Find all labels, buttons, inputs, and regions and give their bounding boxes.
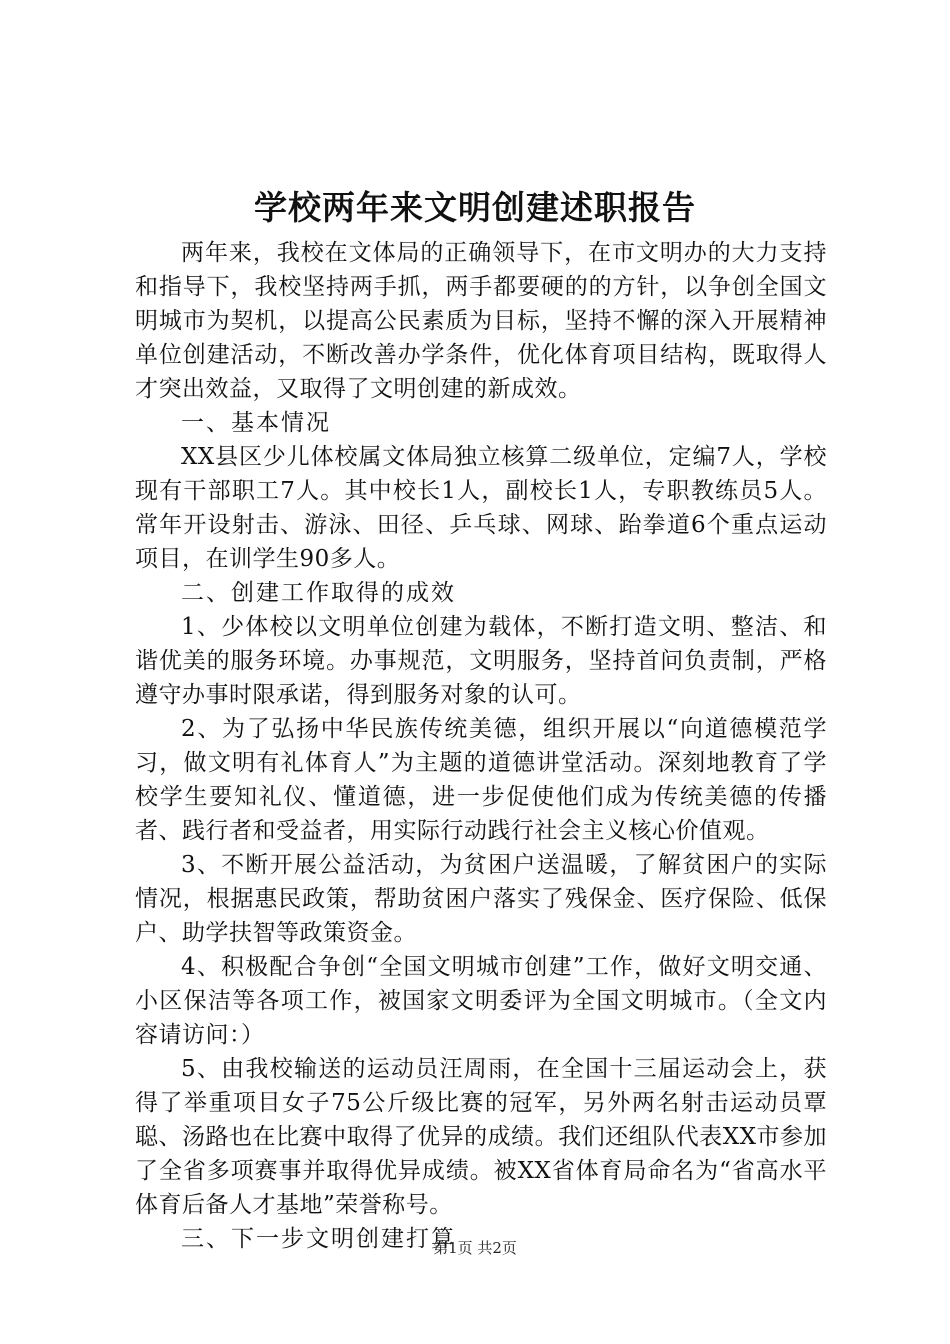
paragraph-achievement-3: 3、不断开展公益活动，为贫困户送温暖，了解贫困户的实际情况，根据惠民政策，帮助贫困户落实了残保金、医疗保险、低保户、助学扶智等政策资金。 (135, 852, 827, 946)
paragraph-achievement-1: 1、少体校以文明单位创建为载体，不断打造文明、整洁、和谐优美的服务环境。办事规范，文明服务，坚持首问负责制，严格遵守办事时限承诺，得到服务对象的认可。 (135, 614, 827, 708)
paragraph-achievement-4: 4、积极配合争创“全国文明城市创建”工作，做好文明交通、小区保洁等各项工作，被国家文明委评为全国文明城市。（全文内容请访问：） (135, 954, 827, 1048)
section-heading-basic-info: 一、基本情况 (181, 410, 331, 436)
section-heading-next-steps: 三、下一步文明创建打算 (181, 1226, 456, 1252)
document-body (135, 236, 827, 1256)
paragraph-achievement-2: 2、为了弘扬中华民族传统美德，组织开展以“向道德模范学习，做文明有礼体育人”为主题的道德讲堂活动。深刻地教育了学校学生要知礼仪、懂道德，进一步促使他们成为传统美德的传播者、践行者和受益者，用实际行动践行社会主义核心价值观。 (135, 716, 827, 844)
paragraph-achievement-5: 5、由我校输送的运动员汪周雨，在全国十三届运动会上，获得了举重项目女子75公斤级比赛的冠军，另外两名射击运动员覃聪、汤路也在比赛中取得了优异的成绩。我们还组队代表XX市参加了全省多项赛事并取得优异成绩。被XX省体育局命名为“省高水平体育后备人才基地”荣誉称号。 (135, 1056, 827, 1218)
document-title: 学校两年来文明创建述职报告 (254, 188, 696, 227)
section-heading-achievements: 二、创建工作取得的成效 (181, 580, 456, 606)
paragraph-intro: 两年来，我校在文体局的正确领导下，在市文明办的大力支持和指导下，我校坚持两手抓，两手都要硬的的方针，以争创全国文明城市为契机，以提高公民素质为目标，坚持不懈的深入开展精神单位创建活动，不断改善办学条件，优化体育项目结构，既取得人才突出效益，又取得了文明创建的新成效。 (135, 240, 827, 402)
page-footer: 第1页 共2页 (433, 1239, 517, 1257)
paragraph-basic-info: XX县区少儿体校属文体局独立核算二级单位，定编7人，学校现有干部职工7人。其中校长1人，副校长1人，专职教练员5人。常年开设射击、游泳、田径、乒乓球、网球、跆拳道6个重点运动项目，在训学生90多人。 (135, 444, 827, 572)
